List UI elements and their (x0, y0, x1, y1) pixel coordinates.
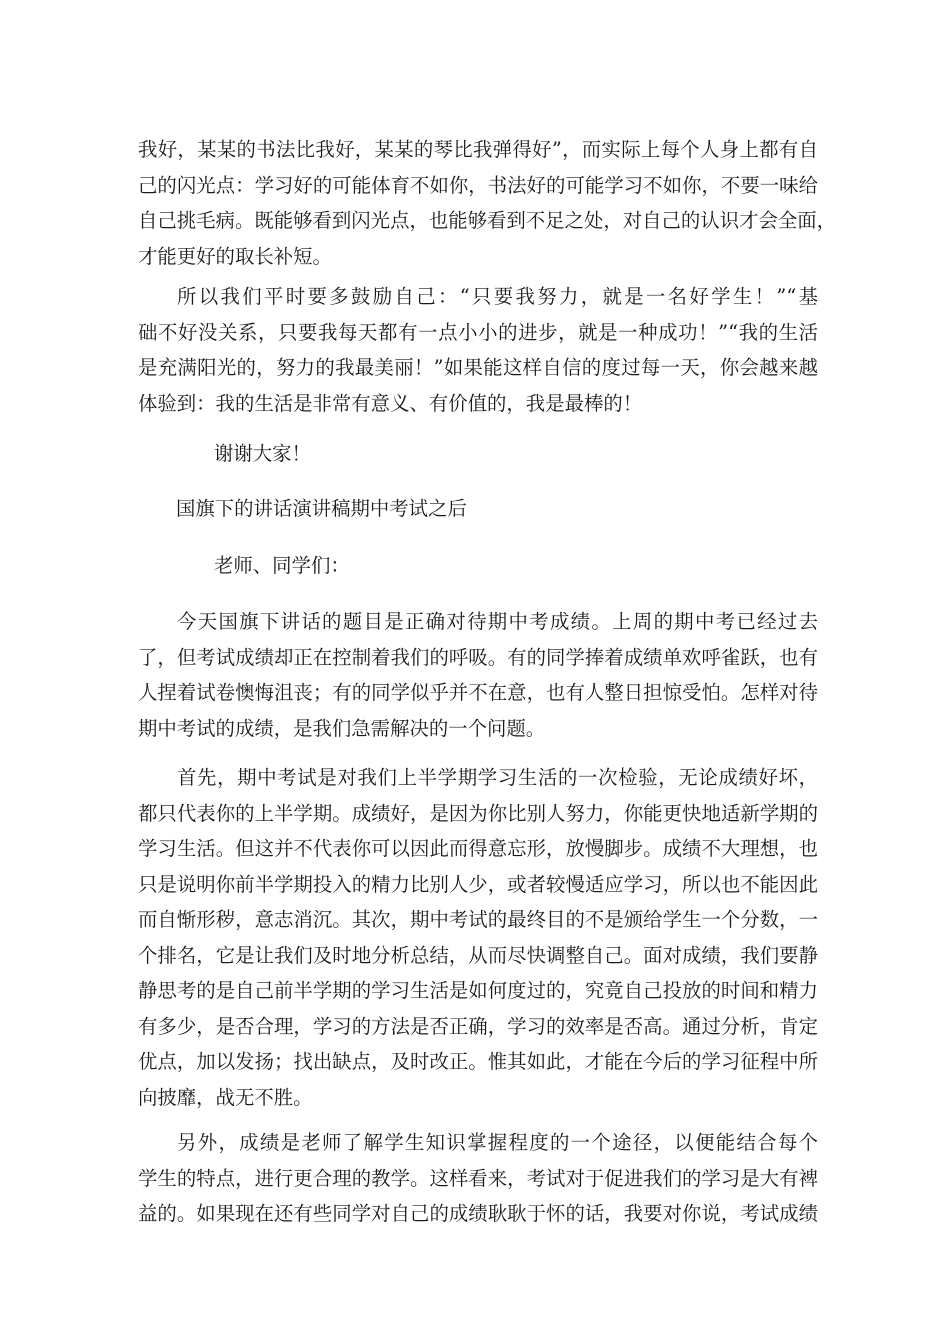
text-line: 学生的特点，进行更合理的教学。这样看来，考试对于促进我们的学习是大有裨 (138, 1166, 818, 1190)
text-line: 了，但考试成绩却正在控制着我们的呼吸。有的同学捧着成绩单欢呼雀跃，也有 (138, 645, 818, 669)
text-line: 才能更好的取长补短。 (138, 244, 332, 268)
text-line: 有多少，是否合理，学习的方法是否正确，学习的效率是否高。通过分析，肯定 (138, 1014, 818, 1038)
text-line: 自己挑毛病。既能够看到闪光点，也能够看到不足之处，对自己的认识才会全面， (138, 209, 837, 232)
text-line: 所以我们平时要多鼓励自己：“只要我努力，就是一名好学生！”“基 (177, 285, 818, 308)
speech-title: 国旗下的讲话演讲稿期中考试之后 (176, 497, 467, 520)
text-line: 己的闪光点：学习好的可能体育不如你，书法好的可能学习不如你，不要一味给 (138, 173, 818, 197)
text-line: 都只代表你的上半学期。成绩好，是因为你比别人努力，你能更快地适新学期的 (138, 801, 818, 825)
text-line: 只是说明你前半学期投入的精力比别人少，或者较慢适应学习，所以也不能因此 (138, 872, 818, 896)
text-line: 期中考试的成绩，是我们急需解决的一个问题。 (138, 716, 546, 740)
text-line: 学习生活。但这并不代表你可以因此而得意忘形，放慢脚步。成绩不大理想，也 (138, 837, 818, 860)
text-line: 人捏着试卷懊悔沮丧；有的同学似乎并不在意，也有人整日担惊受怕。怎样对待 (138, 681, 818, 704)
text-line: 另外，成绩是老师了解学生知识掌握程度的一个途径，以便能结合每个 (177, 1131, 818, 1154)
text-line: 而自惭形秽，意志消沉。其次，期中考试的最终目的不是颁给学生一个分数，一 (138, 908, 818, 931)
text-line: 优点，加以发扬；找出缺点，及时改正。惟其如此，才能在今后的学习征程中所 (138, 1050, 818, 1073)
paragraph-intro (138, 604, 818, 746)
paragraph-encourage-yourself (138, 279, 818, 421)
paragraph-self-awareness (138, 132, 837, 274)
text-line: 我好，某某的书法比我好，某某的琴比我弹得好”，而实际上每个人身上都有自 (138, 138, 818, 161)
text-line: 向披靡，战无不胜。 (138, 1085, 313, 1109)
paragraph-first-point (138, 760, 818, 1115)
text-line: 今天国旗下讲话的题目是正确对待期中考成绩。上周的期中考已经过去 (177, 610, 818, 633)
text-line: 首先，期中考试是对我们上半学期学习生活的一次检验，无论成绩好坏， (177, 766, 818, 789)
text-line: 静思考的是自己前半学期的学习生活是如何度过的，究竟自己投放的时间和精力 (138, 979, 818, 1002)
text-line: 体验到：我的生活是非常有意义、有价值的，我是最棒的！ (138, 391, 643, 415)
text-line: 个排名，它是让我们及时地分析总结，从而尽快调整自己。面对成绩，我们要静 (138, 943, 818, 967)
closing-thanks: 谢谢大家！ (214, 442, 311, 465)
text-line: 是充满阳光的，努力的我最美丽！”如果能这样自信的度过每一天，你会越来越 (138, 356, 818, 379)
text-line: 益的。如果现在还有些同学对自己的成绩耿耿于怀的话，我要对你说，考试成绩 (138, 1202, 818, 1225)
salutation: 老师、同学们： (214, 554, 350, 577)
text-line: 础不好没关系，只要我每天都有一点小小的进步，就是一种成功！”“我的生活 (138, 320, 818, 344)
paragraph-additionally (138, 1125, 818, 1232)
